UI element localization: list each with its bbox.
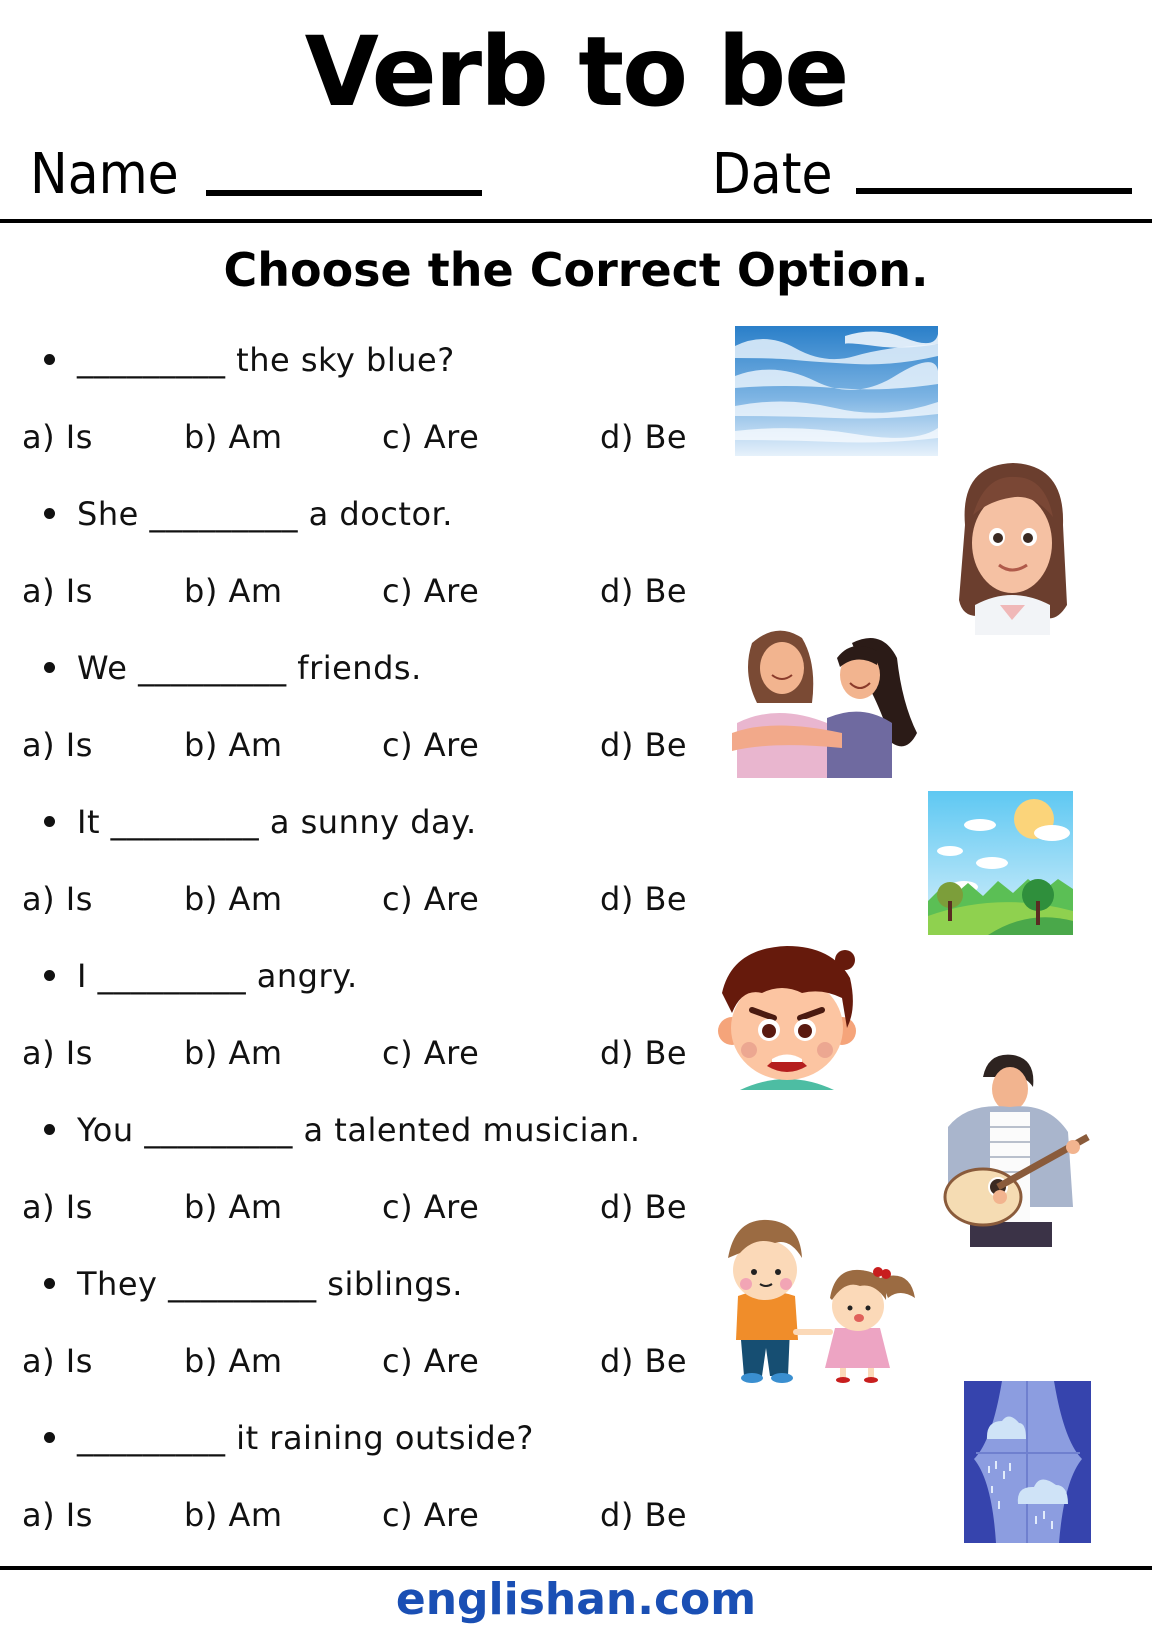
name-label: Name <box>30 142 179 207</box>
question-7 <box>44 1264 463 1304</box>
option-b[interactable]: b) Am <box>184 1342 283 1380</box>
option-a[interactable]: a) Is <box>22 572 93 610</box>
cloudy-blue-sky-image <box>735 326 938 456</box>
question-4 <box>44 802 477 842</box>
bullet-icon <box>44 508 55 519</box>
question-text: _________ the sky blue? <box>77 341 455 379</box>
option-b[interactable]: b) Am <box>184 726 283 764</box>
question-8 <box>44 1418 534 1458</box>
man-playing-guitar-image <box>928 1047 1093 1247</box>
bullet-icon <box>44 1278 55 1289</box>
question-5 <box>44 956 358 996</box>
option-d[interactable]: d) Be <box>600 1034 688 1072</box>
option-d[interactable]: d) Be <box>600 418 688 456</box>
option-d[interactable]: d) Be <box>600 1342 688 1380</box>
bullet-icon <box>44 354 55 365</box>
option-d[interactable]: d) Be <box>600 726 688 764</box>
option-a[interactable]: a) Is <box>22 1342 93 1380</box>
question-text: _________ it raining outside? <box>77 1419 534 1457</box>
options-4 <box>0 879 700 919</box>
option-a[interactable]: a) Is <box>22 418 93 456</box>
angry-boy-image <box>712 938 862 1090</box>
option-c[interactable]: c) Are <box>382 1188 480 1226</box>
question-text: You _________ a talented musician. <box>77 1111 641 1149</box>
option-d[interactable]: d) Be <box>600 1188 688 1226</box>
question-2 <box>44 494 453 534</box>
option-c[interactable]: c) Are <box>382 572 480 610</box>
name-field-line[interactable] <box>206 190 482 196</box>
option-c[interactable]: c) Are <box>382 726 480 764</box>
bullet-icon <box>44 970 55 981</box>
options-6 <box>0 1187 700 1227</box>
option-d[interactable]: d) Be <box>600 1496 688 1534</box>
question-1 <box>44 340 455 380</box>
option-b[interactable]: b) Am <box>184 418 283 456</box>
options-1 <box>0 417 700 457</box>
date-field-line[interactable] <box>856 188 1132 194</box>
option-d[interactable]: d) Be <box>600 572 688 610</box>
option-b[interactable]: b) Am <box>184 1188 283 1226</box>
options-2 <box>0 571 700 611</box>
question-text: They _________ siblings. <box>77 1265 463 1303</box>
option-c[interactable]: c) Are <box>382 418 480 456</box>
option-a[interactable]: a) Is <box>22 1496 93 1534</box>
header-divider <box>0 219 1152 223</box>
rainy-window-image <box>964 1381 1091 1543</box>
sunny-landscape-image <box>928 791 1073 935</box>
page-title: Verb to be <box>304 16 848 128</box>
question-text: She _________ a doctor. <box>77 495 453 533</box>
option-a[interactable]: a) Is <box>22 880 93 918</box>
option-b[interactable]: b) Am <box>184 1034 283 1072</box>
instructions-heading: Choose the Correct Option. <box>223 243 929 297</box>
question-3 <box>44 648 422 688</box>
option-a[interactable]: a) Is <box>22 1034 93 1072</box>
bullet-icon <box>44 816 55 827</box>
bullet-icon <box>44 1432 55 1443</box>
options-3 <box>0 725 700 765</box>
question-text: I _________ angry. <box>77 957 358 995</box>
question-6 <box>44 1110 641 1150</box>
options-5 <box>0 1033 700 1073</box>
question-text: We _________ friends. <box>77 649 422 687</box>
bullet-icon <box>44 662 55 673</box>
bullet-icon <box>44 1124 55 1135</box>
female-doctor-image <box>945 455 1080 635</box>
option-c[interactable]: c) Are <box>382 1034 480 1072</box>
question-text: It _________ a sunny day. <box>77 803 477 841</box>
footer-site-link[interactable]: englishan.com <box>395 1574 757 1625</box>
option-b[interactable]: b) Am <box>184 1496 283 1534</box>
option-b[interactable]: b) Am <box>184 880 283 918</box>
option-a[interactable]: a) Is <box>22 726 93 764</box>
footer-divider <box>0 1566 1152 1570</box>
option-c[interactable]: c) Are <box>382 1342 480 1380</box>
option-c[interactable]: c) Are <box>382 880 480 918</box>
date-label: Date <box>712 142 833 207</box>
options-8 <box>0 1495 700 1535</box>
option-b[interactable]: b) Am <box>184 572 283 610</box>
two-friends-hugging-image <box>732 623 922 778</box>
options-7 <box>0 1341 700 1381</box>
brother-and-sister-image <box>710 1208 920 1383</box>
option-d[interactable]: d) Be <box>600 880 688 918</box>
option-c[interactable]: c) Are <box>382 1496 480 1534</box>
option-a[interactable]: a) Is <box>22 1188 93 1226</box>
